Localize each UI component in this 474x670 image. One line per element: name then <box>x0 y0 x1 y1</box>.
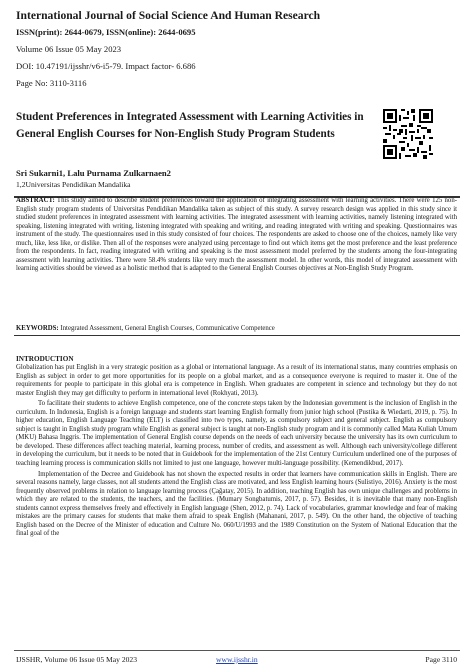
paper-authors: Sri Sukarni1, Lalu Purnama Zulkarnaen2 <box>16 168 171 178</box>
keywords-block <box>16 324 457 333</box>
intro-paragraph-3: Implementation of the Decree and Guidebook has not shown the expected results in order that learners have communication skills in English. There are several reasons namely, large classes, not all students attend the English class are motivated, and less English learning hours (Sulistiyo, 2016). Anxiety is the most frequently observed problems in relation to language learning process (Çağatay, 2015). In addition, teaching English has own unique challenges and problems in which they are related to the students, the teachers, and the facilities. (Mumary Songbatumis, 2017, p. 57). Besides, it is inevitable that many non-English students cannot express themselves freely and effectively in English language (Shen, 2012, p. 74). Lack of vocabularies, grammar knowledge and fear of making mistakes are the primary causes for students that make them afraid to speak English (Mahanani, 2017, p. 549). On the other hand, the objective of teaching English based on the Decree of the Minister of education and Culture No. 060/U/1993 and the 1989 Constitution on the System of National Education that the final goal of the <box>16 470 457 538</box>
paper-affiliation: 1,2Universitas Pendidikan Mandalika <box>16 180 131 189</box>
keywords-label: KEYWORDS: <box>16 325 59 332</box>
journal-volume: Volume 06 Issue 05 May 2023 <box>16 44 122 54</box>
keywords-rule <box>14 335 460 336</box>
abstract-block <box>16 197 457 274</box>
introduction-body <box>16 364 457 541</box>
keywords-text: Integrated Assessment, General English Courses, Communicative Competence <box>60 325 275 332</box>
footer-page-number: Page 3110 <box>425 655 457 664</box>
qr-code-icon[interactable] <box>383 109 433 159</box>
footer-citation: IJSSHR, Volume 06 Issue 05 May 2023 <box>16 655 138 664</box>
footer-website-link[interactable]: www.ijsshr.in <box>216 655 258 664</box>
journal-pages: Page No: 3110-3116 <box>16 78 87 88</box>
abstract-label: ABSTRACT: <box>16 197 55 204</box>
journal-issn: ISSN(print): 2644-0679, ISSN(online): 2644-0695 <box>16 27 196 37</box>
abstract-text: This study aimed to describe student preferences toward the application of integrating assessment with learning activities. There were 125 non-English study program students of Universitas Pendidikan Mandalika taken as subject of this study. A survey research design was applied in this study since it studied student preferences in integrated assessment with learning activities. The integrated assessment with learning activities, namely listening integrated with speaking, listening integrated with writing, listening integrated with speaking and writing, and reading integrated with writing and speaking. Questionnaires was instrument of the study. The questionnaires used in this study consisted of four choices. The respondents are asked to choose one of the choices, namely like very much, like, less like, or dislike. Then all of the responses were analyzed using percentage to find out which items get the most preference and the least preference from the respondents. In fact, reading integrated with writing and speaking is the most assessment model preferred by the students among the four-integrating assessment with learning activities. There were 58.4% students like very much the assessment model. In other words, this model of integrated assessment with learning activities should be viewed as a holistic method that is adapted to the General English Courses objectives at Non-English Study Program. <box>16 197 457 273</box>
intro-paragraph-1: Globalization has put English in a very strategic position as a global or international language. As a result of its international status, many countries emphasis on English as subject in order to get more opportunities for its people on a global market, and as a consequence everyone is required to master it. One of the requirements for people to participate in this global era is competence in English. When graduates are competent in science and technology but they do not master English they may get difficulty to perform in international level (Rokhyati, 2013). <box>16 364 457 397</box>
paper-title: Student Preferences in Integrated Assessment with Learning Activities in General English Courses for Non-English Study Program Students <box>16 111 364 140</box>
footer-rule <box>14 650 460 651</box>
journal-doi: DOI: 10.47191/ijsshr/v6-i5-79. Impact factor- 6.686 <box>16 61 196 71</box>
journal-header <box>16 8 456 89</box>
introduction-heading: INTRODUCTION <box>16 355 74 363</box>
journal-title: International Journal of Social Science And Human Research <box>16 9 321 22</box>
intro-paragraph-2: To facilitate their students to achieve English competence, one of the concrete steps taken by the Indonesian government is the inclusion of English in the curriculum. In Indonesia, English is a foreign language and students start learning English formally from junior high school (Pustika & Wiedarti, 2019, p. 75). In higher education, English Language Teaching (ELT) is classified into two types, namely, as compulsory subject and general subject. English as compulsory subject is taught in English study program while English as general subject is taught at non-English study program and it is commonly called Mata Kuliah Umum (MKU) Bahasa Inggris. The implementation of General English course depends on the needs of each university because the university has its own curriculum to be developed. These differences affect teaching material, learning process, number of credits, and assessment as well. Although each university/college different in developing the curriculum, but it needs to be noted that in Guidebook for the implementation of the 21st Century Curriculum underlined one of the purposes of teaching learning process is communication skills not limited to just one language, however multi-language possibility. (Kemendikbud, 2017). <box>16 400 457 468</box>
